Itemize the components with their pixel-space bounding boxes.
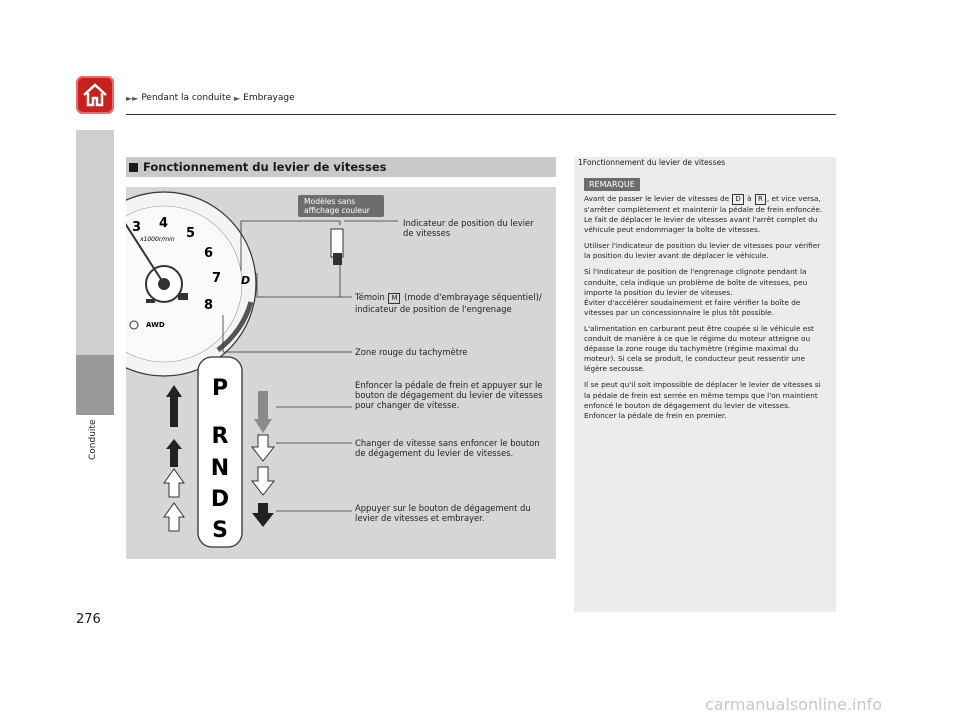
callout-press-brake: Enfoncer la pédale de frein et appuyer sur le bouton de dégagement du levier de vitesses pour changer de vitesse. (355, 380, 543, 410)
sidebar-tab-light (76, 130, 114, 355)
breadcrumb-arrow-icon: ► (234, 93, 241, 103)
r-key-icon: R (755, 194, 766, 205)
gauge-num-7: 7 (212, 271, 222, 286)
section-title: Fonctionnement du levier de vitesses (143, 160, 387, 174)
gauge-num-8: 8 (204, 298, 214, 313)
breadcrumb-item-clutch[interactable]: Embrayage (243, 93, 295, 103)
gear-letter-n: N (210, 456, 230, 481)
home-icon (81, 81, 109, 109)
heading-square-icon (129, 163, 138, 172)
note-body: Avant de passer le levier de vitesses de D à R , et vice versa, s'arrêter complètement et maintenir la pédale de frein enfoncée. Le fait de déplacer le levier de vitesses avant l'arrêt complet du véhicule peut endommager la boîte de vitesses. Utiliser l'indicateur de position du levier de vitesses pour vérifier la position du levier avant de déplacer le véhicule. Si l'indicateur de position de l'engrenage clignote pendant la conduite, cela indique un problème de boîte de vitesses, peu importe la position du levier de vitesses. Éviter d'accélérer soudainement et faire vérifier la boîte de vitesses par un concessionnaire le plus tôt possible. L'alimentation en carburant peut être coupée si le véhicule est conduit de manière à ce que le régime du moteur atteigne ou dépasse la zone rouge du tachymètre (régime maximal du moteur). Si cela se produit, le conducteur peut ressentir une légère secousse. Il se peut qu'il soit impossible de déplacer le levier de vitesses si la pédale de frein est serrée en même temps que l'on maintient enfoncé le bouton de dégagement du levier de vitesses. Enfoncer la pédale de frein en premier. (584, 194, 823, 420)
gear-letter-p: P (211, 376, 229, 401)
arrow-up-outline-icon (164, 503, 184, 531)
m-key-icon: M (388, 293, 400, 304)
gauge-num-6: 6 (204, 246, 214, 261)
watermark: carmanualsonline.info (705, 695, 883, 714)
gauge-awd: AWD (146, 321, 165, 329)
gauge-num-3: 3 (132, 220, 142, 235)
gauge-unit: x1000r/min (140, 236, 175, 243)
callout-press-release: Appuyer sur le bouton de dégagement du levier de vitesses et embrayer. (355, 503, 531, 523)
callout-red-zone: Zone rouge du tachymètre (355, 347, 468, 357)
breadcrumb (126, 93, 295, 103)
page-number: 276 (76, 612, 101, 627)
arrow-down-outline-icon (252, 435, 274, 461)
gauge-d-indicator: D (241, 274, 251, 287)
arrow-up-filled-icon (166, 385, 182, 427)
sidebar-section-label: Conduite (88, 419, 98, 460)
gauge-num-5: 5 (186, 226, 196, 241)
header-divider (126, 114, 836, 115)
arrow-up-filled-icon (166, 439, 182, 467)
gear-letter-r: R (211, 424, 229, 449)
section-heading (126, 157, 556, 177)
callout-m-indicator: Témoin M (mode d'embrayage séquentiel)/ indicateur de position de l'engrenage (355, 292, 542, 314)
note-badge: REMARQUE (584, 178, 640, 191)
callout-shift-without: Changer de vitesse sans enfoncer le bouton de dégagement du levier de vitesses. (355, 438, 540, 458)
gear-letter-d: D (210, 487, 230, 512)
gear-letter-s: S (212, 518, 228, 543)
arrow-down-gray-icon (254, 391, 272, 433)
note-title: 1Fonctionnement du levier de vitesses (578, 158, 726, 167)
arrow-down-outline-icon (252, 467, 274, 495)
home-button[interactable] (76, 76, 114, 114)
gauge-num-4: 4 (159, 216, 169, 231)
arrow-down-filled-icon (252, 503, 274, 527)
tachometer-gauge (126, 192, 256, 376)
callout-position-indicator: Indicateur de position du levier de vitesses (403, 218, 534, 238)
d-key-icon: D (732, 194, 743, 205)
model-badge: Modèles sans affichage couleur (298, 195, 384, 217)
arrow-up-outline-icon (164, 469, 184, 497)
breadcrumb-arrow-icon: ►► (126, 93, 139, 103)
breadcrumb-item-driving[interactable]: Pendant la conduite (141, 93, 232, 103)
